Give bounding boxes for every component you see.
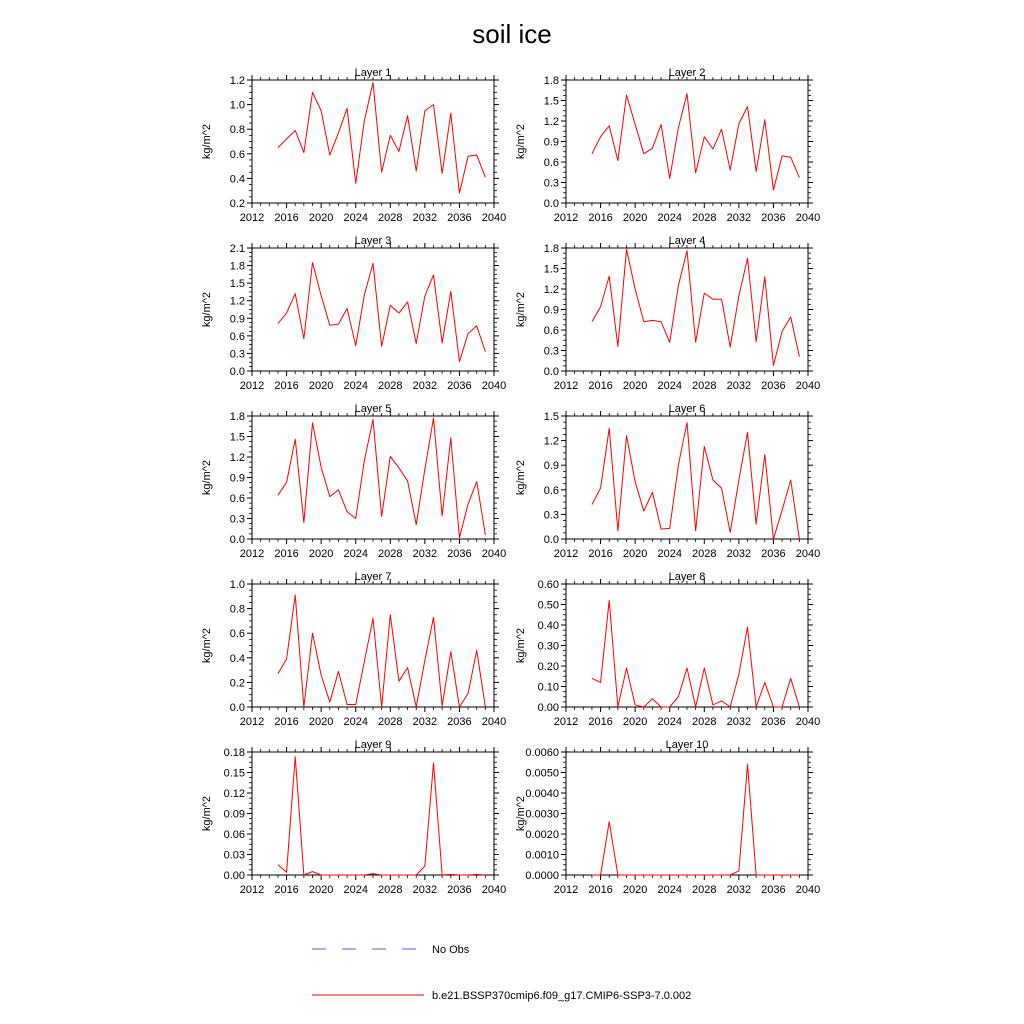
x-tick-label: 2040 xyxy=(481,212,507,224)
x-tick-label: 2012 xyxy=(553,380,579,392)
x-tick-label: 2016 xyxy=(588,212,613,224)
panel-title: Layer 5 xyxy=(354,403,392,415)
x-tick-label: 2040 xyxy=(481,884,507,896)
y-tick-label: 0.0 xyxy=(229,366,245,378)
y-tick-label: 0.0 xyxy=(543,534,559,546)
y-tick-label: 0.0 xyxy=(543,366,559,378)
x-tick-label: 2020 xyxy=(308,548,334,560)
x-tick-label: 2028 xyxy=(378,380,403,392)
y-tick-label: 1.5 xyxy=(543,411,559,423)
x-tick-label: 2032 xyxy=(412,548,438,560)
x-tick-label: 2016 xyxy=(274,380,299,392)
x-tick-label: 2012 xyxy=(553,548,579,560)
panel-title: Layer 6 xyxy=(668,403,706,415)
x-tick-label: 2020 xyxy=(622,212,648,224)
y-tick-label: 0.00 xyxy=(537,702,559,714)
x-tick-label: 2036 xyxy=(761,548,786,560)
x-tick-label: 2028 xyxy=(692,548,717,560)
y-axis-label: kg/m^2 xyxy=(515,123,527,160)
x-tick-label: 2020 xyxy=(622,716,648,728)
y-tick-label: 0.9 xyxy=(229,313,245,326)
y-tick-label: 0.10 xyxy=(537,681,559,694)
series-line-model xyxy=(278,263,485,362)
x-tick-label: 2036 xyxy=(447,212,472,224)
y-axis-label: kg/m^2 xyxy=(515,291,527,328)
plot-frame xyxy=(566,80,808,203)
panel-title: Layer 4 xyxy=(668,235,706,247)
x-tick-label: 2040 xyxy=(795,212,821,224)
y-tick-label: 0.9 xyxy=(229,472,245,485)
x-tick-label: 2028 xyxy=(378,548,403,560)
x-tick-label: 2016 xyxy=(274,884,299,896)
y-tick-label: 0.15 xyxy=(223,767,245,780)
y-axis-label: kg/m^2 xyxy=(201,459,213,496)
x-tick-label: 2036 xyxy=(761,716,786,728)
x-tick-label: 2024 xyxy=(657,548,682,560)
y-tick-label: 1.0 xyxy=(229,99,245,112)
x-tick-label: 2036 xyxy=(761,212,786,224)
y-tick-label: 0.03 xyxy=(223,849,245,862)
x-tick-label: 2032 xyxy=(726,884,752,896)
chart-panel-layer-3 xyxy=(201,235,506,392)
x-tick-label: 2032 xyxy=(412,380,438,392)
x-tick-label: 2036 xyxy=(761,380,786,392)
y-tick-label: 0.6 xyxy=(543,157,559,169)
x-tick-label: 2024 xyxy=(343,212,368,224)
x-tick-label: 2028 xyxy=(378,212,403,224)
y-tick-label: 0.12 xyxy=(223,788,245,800)
chart-panel-layer-8 xyxy=(515,571,820,728)
legend xyxy=(312,944,691,1002)
series-line-model xyxy=(278,82,485,193)
y-axis-label: kg/m^2 xyxy=(201,123,213,160)
x-tick-label: 2032 xyxy=(412,212,438,224)
x-tick-label: 2016 xyxy=(588,716,613,728)
x-tick-label: 2024 xyxy=(343,380,368,392)
series-line-model xyxy=(592,764,799,875)
x-tick-label: 2040 xyxy=(481,716,507,728)
y-tick-label: 1.8 xyxy=(229,411,245,423)
y-tick-label: 0.9 xyxy=(543,136,559,149)
x-tick-label: 2036 xyxy=(447,884,472,896)
x-tick-label: 2012 xyxy=(553,884,579,896)
series-line-model xyxy=(592,249,799,365)
y-tick-label: 0.0050 xyxy=(525,767,559,780)
y-tick-label: 0.0040 xyxy=(525,788,559,800)
y-tick-label: 0.20 xyxy=(537,661,559,673)
x-tick-label: 2028 xyxy=(378,884,403,896)
x-tick-label: 2036 xyxy=(447,716,472,728)
y-tick-label: 0.40 xyxy=(537,620,559,632)
x-tick-label: 2012 xyxy=(239,884,265,896)
chart-panel-layer-4 xyxy=(515,235,820,392)
x-tick-label: 2028 xyxy=(692,212,717,224)
y-axis-label: kg/m^2 xyxy=(201,627,213,664)
x-tick-label: 2032 xyxy=(726,548,752,560)
x-tick-label: 2040 xyxy=(481,548,507,560)
y-tick-label: 0.6 xyxy=(229,330,245,343)
x-tick-label: 2032 xyxy=(412,884,438,896)
y-axis-label: kg/m^2 xyxy=(515,627,527,664)
y-tick-label: 1.2 xyxy=(543,284,559,296)
y-tick-label: 0.0030 xyxy=(525,808,559,821)
series-line-model xyxy=(592,94,799,190)
y-tick-label: 0.0 xyxy=(543,198,559,210)
y-tick-label: 0.0010 xyxy=(525,849,559,862)
y-tick-label: 2.1 xyxy=(229,243,245,255)
y-tick-label: 1.2 xyxy=(229,295,245,308)
series-line-model xyxy=(592,600,799,707)
series-line-model xyxy=(278,418,485,538)
y-tick-label: 0.6 xyxy=(543,484,559,497)
x-tick-label: 2020 xyxy=(622,548,648,560)
figure-title: soil ice xyxy=(472,19,552,49)
panel-title: Layer 1 xyxy=(354,67,392,79)
x-tick-label: 2024 xyxy=(657,884,682,896)
x-tick-label: 2016 xyxy=(588,548,613,560)
y-tick-label: 0.30 xyxy=(537,640,559,653)
x-tick-label: 2020 xyxy=(622,380,648,392)
x-tick-label: 2024 xyxy=(343,548,368,560)
y-tick-label: 0.09 xyxy=(223,808,245,821)
y-tick-label: 0.3 xyxy=(543,509,559,522)
y-tick-label: 1.5 xyxy=(543,95,559,108)
y-tick-label: 0.0020 xyxy=(525,829,559,841)
x-tick-label: 2036 xyxy=(447,380,472,392)
x-tick-label: 2012 xyxy=(239,212,265,224)
y-tick-label: 1.2 xyxy=(543,435,559,448)
series-line-model xyxy=(278,757,485,875)
y-axis-label: kg/m^2 xyxy=(201,291,213,328)
x-tick-label: 2016 xyxy=(588,380,613,392)
x-tick-label: 2036 xyxy=(761,884,786,896)
panel-title: Layer 9 xyxy=(354,739,392,751)
y-tick-label: 1.8 xyxy=(543,243,559,255)
y-tick-label: 0.3 xyxy=(543,177,559,190)
plot-frame xyxy=(566,584,808,707)
y-tick-label: 0.3 xyxy=(229,348,245,361)
y-tick-label: 1.5 xyxy=(229,431,245,444)
x-tick-label: 2028 xyxy=(378,716,403,728)
chart-panel-layer-7 xyxy=(201,571,506,728)
plot-frame xyxy=(252,80,494,203)
x-tick-label: 2020 xyxy=(308,884,334,896)
panel-title: Layer 2 xyxy=(668,67,706,79)
y-tick-label: 1.5 xyxy=(543,263,559,276)
x-tick-label: 2028 xyxy=(692,884,717,896)
y-tick-label: 0.9 xyxy=(543,460,559,473)
chart-panel-layer-2 xyxy=(515,67,820,224)
y-tick-label: 0.4 xyxy=(229,173,245,186)
y-tick-label: 0.4 xyxy=(229,652,245,665)
x-tick-label: 2024 xyxy=(657,380,682,392)
y-tick-label: 1.0 xyxy=(229,579,245,591)
x-tick-label: 2024 xyxy=(343,884,368,896)
y-tick-label: 0.6 xyxy=(543,325,559,337)
x-tick-label: 2012 xyxy=(239,716,265,728)
chart-panel-layer-9 xyxy=(201,739,506,896)
x-tick-label: 2032 xyxy=(726,380,752,392)
series-line-model xyxy=(592,423,799,539)
x-tick-label: 2024 xyxy=(343,716,368,728)
y-tick-label: 0.0060 xyxy=(525,747,559,759)
y-tick-label: 0.0 xyxy=(229,702,245,714)
y-tick-label: 1.8 xyxy=(543,75,559,87)
legend-model-label: b.e21.BSSP370cmip6.f09_g17.CMIP6-SSP3-7.0.002 xyxy=(432,990,692,1002)
x-tick-label: 2012 xyxy=(239,548,265,560)
x-tick-label: 2040 xyxy=(795,716,821,728)
x-tick-label: 2040 xyxy=(795,884,821,896)
panel-title: Layer 3 xyxy=(354,235,392,247)
x-tick-label: 2020 xyxy=(308,716,334,728)
x-tick-label: 2016 xyxy=(274,716,299,728)
y-tick-label: 0.6 xyxy=(229,148,245,161)
panel-title: Layer 7 xyxy=(354,571,392,583)
y-tick-label: 0.6 xyxy=(229,493,245,505)
panel-title: Layer 10 xyxy=(665,739,709,751)
y-tick-label: 0.8 xyxy=(229,124,245,137)
y-tick-label: 0.06 xyxy=(223,829,245,841)
plot-frame xyxy=(566,752,808,875)
x-tick-label: 2012 xyxy=(239,380,265,392)
x-tick-label: 2040 xyxy=(795,380,821,392)
x-tick-label: 2032 xyxy=(726,212,752,224)
y-tick-label: 0.3 xyxy=(543,345,559,358)
x-tick-label: 2012 xyxy=(553,212,579,224)
y-tick-label: 0.0 xyxy=(229,534,245,546)
y-tick-label: 1.2 xyxy=(543,116,559,128)
x-tick-label: 2028 xyxy=(692,380,717,392)
chart-panel-layer-5 xyxy=(201,403,506,560)
x-tick-label: 2040 xyxy=(481,380,507,392)
y-tick-label: 1.2 xyxy=(229,452,245,464)
y-tick-label: 0.50 xyxy=(537,599,559,612)
y-tick-label: 0.8 xyxy=(229,603,245,616)
x-tick-label: 2028 xyxy=(692,716,717,728)
x-tick-label: 2020 xyxy=(308,380,334,392)
y-axis-label: kg/m^2 xyxy=(515,795,527,832)
legend-obs-label: No Obs xyxy=(432,944,470,956)
x-tick-label: 2012 xyxy=(553,716,579,728)
y-tick-label: 0.6 xyxy=(229,628,245,641)
series-line-model xyxy=(278,595,485,707)
x-tick-label: 2032 xyxy=(726,716,752,728)
y-tick-label: 0.2 xyxy=(229,198,245,210)
y-tick-label: 0.18 xyxy=(223,747,245,759)
x-tick-label: 2024 xyxy=(657,716,682,728)
chart-panel-layer-1 xyxy=(201,67,506,224)
y-tick-label: 1.8 xyxy=(229,260,245,273)
y-tick-label: 1.5 xyxy=(229,278,245,291)
x-tick-label: 2016 xyxy=(274,212,299,224)
y-tick-label: 0.60 xyxy=(537,579,559,591)
y-axis-label: kg/m^2 xyxy=(201,795,213,832)
y-tick-label: 0.00 xyxy=(223,870,245,882)
x-tick-label: 2040 xyxy=(795,548,821,560)
x-tick-label: 2016 xyxy=(274,548,299,560)
panel-title: Layer 8 xyxy=(668,571,706,583)
chart-panel-layer-6 xyxy=(515,403,820,560)
y-axis-label: kg/m^2 xyxy=(515,459,527,496)
y-tick-label: 0.3 xyxy=(229,513,245,526)
y-tick-label: 0.9 xyxy=(543,304,559,317)
plot-frame xyxy=(252,752,494,875)
chart-panels xyxy=(201,67,820,896)
x-tick-label: 2036 xyxy=(447,548,472,560)
y-tick-label: 0.2 xyxy=(229,677,245,690)
x-tick-label: 2032 xyxy=(412,716,438,728)
x-tick-label: 2020 xyxy=(308,212,334,224)
chart-panel-layer-10 xyxy=(515,739,820,896)
x-tick-label: 2024 xyxy=(657,212,682,224)
y-tick-label: 0.0000 xyxy=(525,870,559,882)
x-tick-label: 2016 xyxy=(588,884,613,896)
y-tick-label: 1.2 xyxy=(229,75,245,87)
x-tick-label: 2020 xyxy=(622,884,648,896)
